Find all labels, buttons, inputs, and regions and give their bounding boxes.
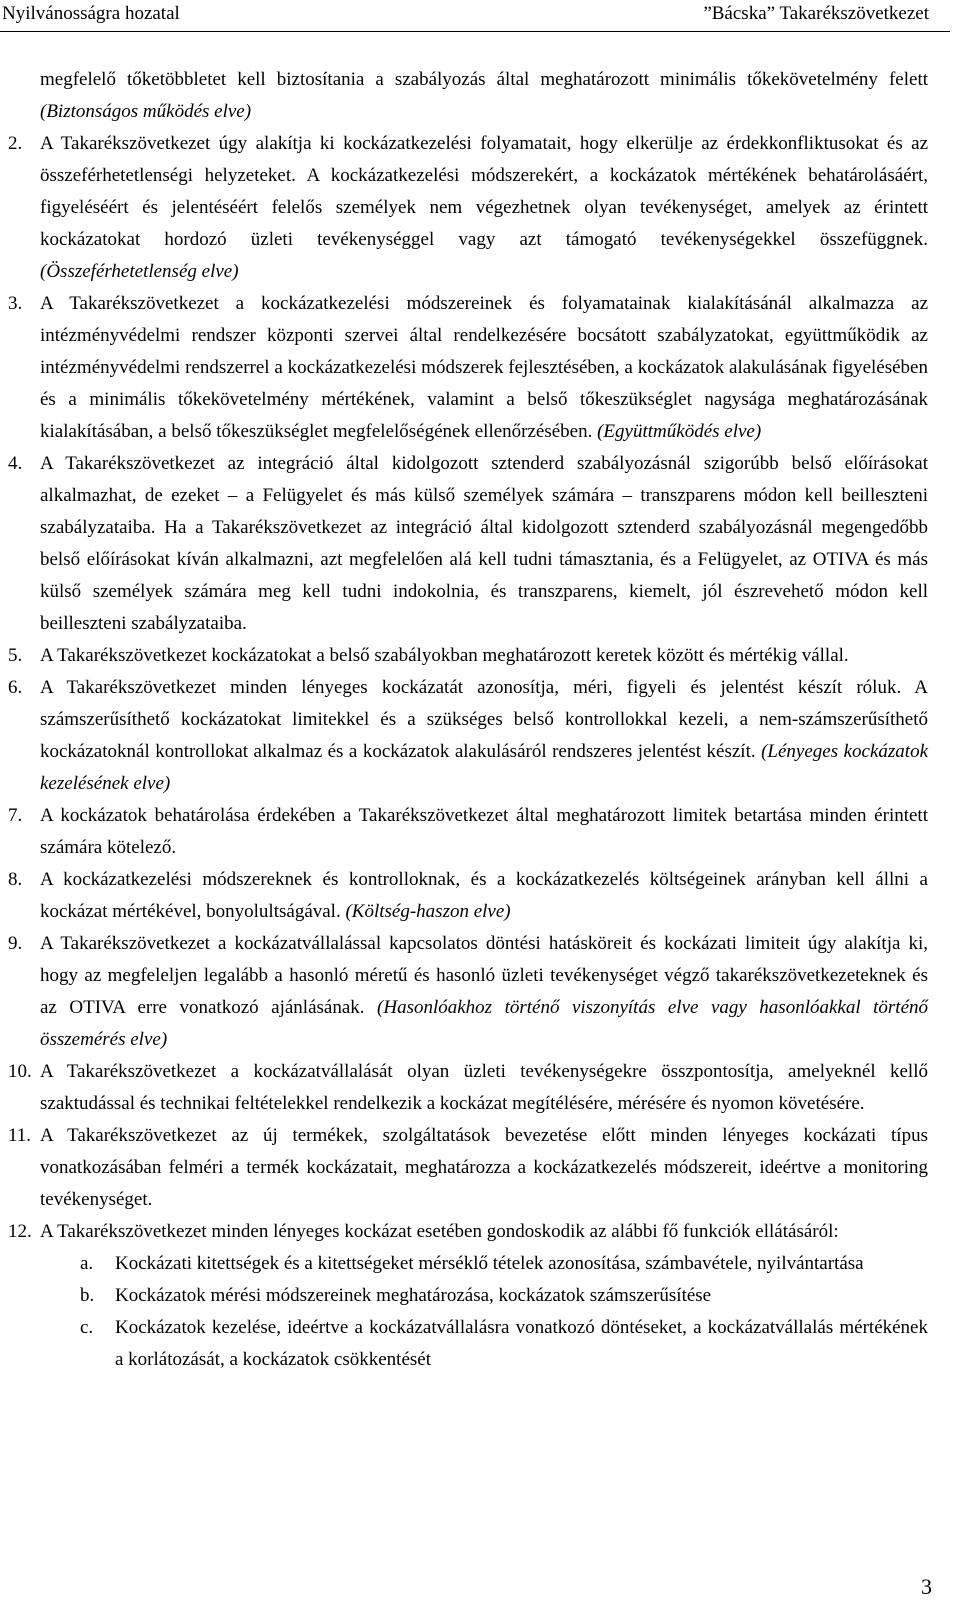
sublist-item-text: Kockázatok mérési módszereinek meghatározása, kockázatok számszerűsítése bbox=[115, 1285, 712, 1306]
intro-text: megfelelő tőketöbbletet kell biztosítania a szabályozás által meghatározott minimális tőkekövetelmény felett bbox=[40, 69, 928, 90]
sublist-item-text: Kockázati kitettségek és a kitettségeket mérséklő tételek azonosítása, számbavétele, nyilvántartása bbox=[115, 1253, 864, 1274]
lettered-sublist bbox=[0, 1248, 960, 1376]
sublist-item-letter: b. bbox=[80, 1285, 95, 1306]
list-item bbox=[0, 800, 928, 864]
sublist-item bbox=[0, 1312, 928, 1376]
list-item bbox=[0, 1056, 928, 1120]
list-item-tag: (Együttműködés elve) bbox=[597, 421, 762, 442]
list-item-number: 5. bbox=[8, 645, 23, 666]
list-item bbox=[0, 864, 928, 928]
list-item-number: 10. bbox=[8, 1061, 32, 1082]
sublist-item bbox=[0, 1280, 928, 1312]
list-item bbox=[0, 1120, 928, 1216]
sublist-item-text: Kockázatok kezelése, ideértve a kockázatvállalásra vonatkozó döntéseket, a kockázatvállalás mértékének a korlátozását, a kockázatok csökkentését bbox=[115, 1317, 928, 1370]
list-item bbox=[0, 1216, 928, 1248]
sublist-item bbox=[0, 1248, 928, 1280]
list-item-text: A Takarékszövetkezet a kockázatvállalással kapcsolatos döntési hatásköreit és kockázati limiteit úgy alakítja ki, hogy az megfeleljen legalább a hasonló méretű és hasonló üzleti tevékenységet végző takarékszövetkezeteknek és az OTIVA erre vonatkozó ajánlásának. bbox=[40, 933, 928, 1018]
list-item-text: A Takarékszövetkezet az integráció által kidolgozott sztenderd szabályozásnál szigorúbb belső előírásokat alkalmazhat, de ezeket – a Felügyelet és más külső személyek számára – transzparens módon kell beilleszteni szabályzataiba. Ha a Takarékszövetkezet az integráció által kidolgozott sztenderd szabályozásnál megengedőbb belső előírásokat kíván alkalmazni, azt megfelelően alá kell tudni támasztania, és a Felügyelet, az OTIVA és más külső személyek számára meg kell tudni indokolnia, és transzparens, kiemelt, jól észrevehető módon kell beilleszteni szabályzataiba. bbox=[40, 453, 928, 634]
list-item-number: 7. bbox=[8, 805, 23, 826]
header-right-title: ”Bácska” Takarékszövetkezet bbox=[703, 3, 929, 24]
list-item-tag: (Lényeges kockázatok kezelésének elve) bbox=[40, 741, 928, 794]
list-item bbox=[0, 928, 928, 1056]
list-item bbox=[0, 672, 928, 800]
list-item-text: A Takarékszövetkezet minden lényeges kockázatát azonosítja, méri, figyeli és jelentést készít róluk. A számszerűsíthető kockázatokat limitekkel és a szükséges belső kontrollokkal kezeli, a nem-számszerűsíthető kockázatoknál kontrollokat alkalmaz és a kockázatok alakulásáról rendszeres jelentést készít. bbox=[40, 677, 928, 762]
list-item-number: 4. bbox=[8, 453, 23, 474]
list-item-number: 8. bbox=[8, 869, 23, 890]
page-header bbox=[0, 0, 960, 26]
list-item-text: A Takarékszövetkezet minden lényeges kockázat esetében gondoskodik az alábbi fő funkciók ellátásáról: bbox=[40, 1221, 839, 1242]
list-item-text: A Takarékszövetkezet a kockázatvállalását olyan üzleti tevékenységekre összpontosítja, amelyeknél kellő szaktudással és technikai feltételekkel rendelkezik a kockázat megítélésére, mérésére és nyomon követésére. bbox=[40, 1061, 928, 1114]
list-item-text: A Takarékszövetkezet az új termékek, szolgáltatások bevezetése előtt minden lényeges kockázati típus vonatkozásában felméri a termék kockázatait, meghatározza a kockázatkezelés módszereit, ideértve a monitoring tevékenységet. bbox=[40, 1125, 928, 1210]
intro-paragraph bbox=[0, 64, 928, 128]
list-item-number: 9. bbox=[8, 933, 23, 954]
intro-tag: (Biztonságos működés elve) bbox=[40, 101, 252, 122]
list-item-number: 11. bbox=[8, 1125, 32, 1146]
list-item-text: A Takarékszövetkezet kockázatokat a belső szabályokban meghatározott keretek között és mértékig vállal. bbox=[40, 645, 849, 666]
list-item-number: 6. bbox=[8, 677, 23, 698]
list-item-text: A kockázatkezelési módszereknek és kontrolloknak, és a kockázatkezelés költségeinek arányban kell állni a kockázat mértékével, bonyolultságával. bbox=[40, 869, 928, 922]
list-item-text: A kockázatok behatárolása érdekében a Takarékszövetkezet által meghatározott limitek betartása minden érintett számára kötelező. bbox=[40, 805, 928, 858]
list-item bbox=[0, 448, 928, 640]
header-left-title: Nyilvánosságra hozatal bbox=[2, 3, 180, 24]
list-item bbox=[0, 640, 928, 672]
list-item-tag: (Hasonlóakhoz történő viszonyítás elve vagy hasonlóakkal történő összemérés elve) bbox=[40, 997, 929, 1050]
list-item-tag: (Összeférhetetlenség elve) bbox=[40, 261, 239, 282]
document-body bbox=[0, 64, 960, 1376]
sublist-item-letter: a. bbox=[80, 1253, 94, 1274]
list-item-text: A Takarékszövetkezet úgy alakítja ki kockázatkezelési folyamatait, hogy elkerülje az érdekkonfliktusokat és az összeférhetetlenségi helyzeteket. A kockázatkezelési módszerekért, a kockázatok mértékének behatárolásáért, figyeléséért és jelentéséért felelős személyek nem végezhetnek olyan tevékenységet, amelyek az érintett kockázatokat hordozó üzleti tevékenységgel vagy azt támogató tevékenységekkel összefüggnek. bbox=[40, 133, 928, 250]
page-number: 3 bbox=[921, 1574, 932, 1599]
list-item-tag: (Költség-haszon elve) bbox=[345, 901, 511, 922]
numbered-list bbox=[0, 128, 960, 1248]
header-divider bbox=[0, 31, 950, 32]
list-item-number: 3. bbox=[8, 293, 23, 314]
list-item-text: A Takarékszövetkezet a kockázatkezelési módszereinek és folyamatainak kialakításánál alkalmazza az intézményvédelmi rendszer központi szervei által rendelkezésére bocsátott szabályzatokat, együttműködik az intézményvédelmi rendszerrel a kockázatkezelési módszerek fejlesztésében, a kockázatok alakulásának figyelésében és a minimális tőkekövetelmény mértékének, valamint a belső tőkeszükséglet nagysága meghatározásának kialakításában, a belső tőkeszükséglet megfelelőségének ellenőrzésében. bbox=[40, 293, 928, 442]
list-item bbox=[0, 288, 928, 448]
list-item-number: 2. bbox=[8, 133, 23, 154]
sublist-item-letter: c. bbox=[80, 1317, 94, 1338]
list-item-number: 12. bbox=[8, 1221, 32, 1242]
list-item bbox=[0, 128, 928, 288]
